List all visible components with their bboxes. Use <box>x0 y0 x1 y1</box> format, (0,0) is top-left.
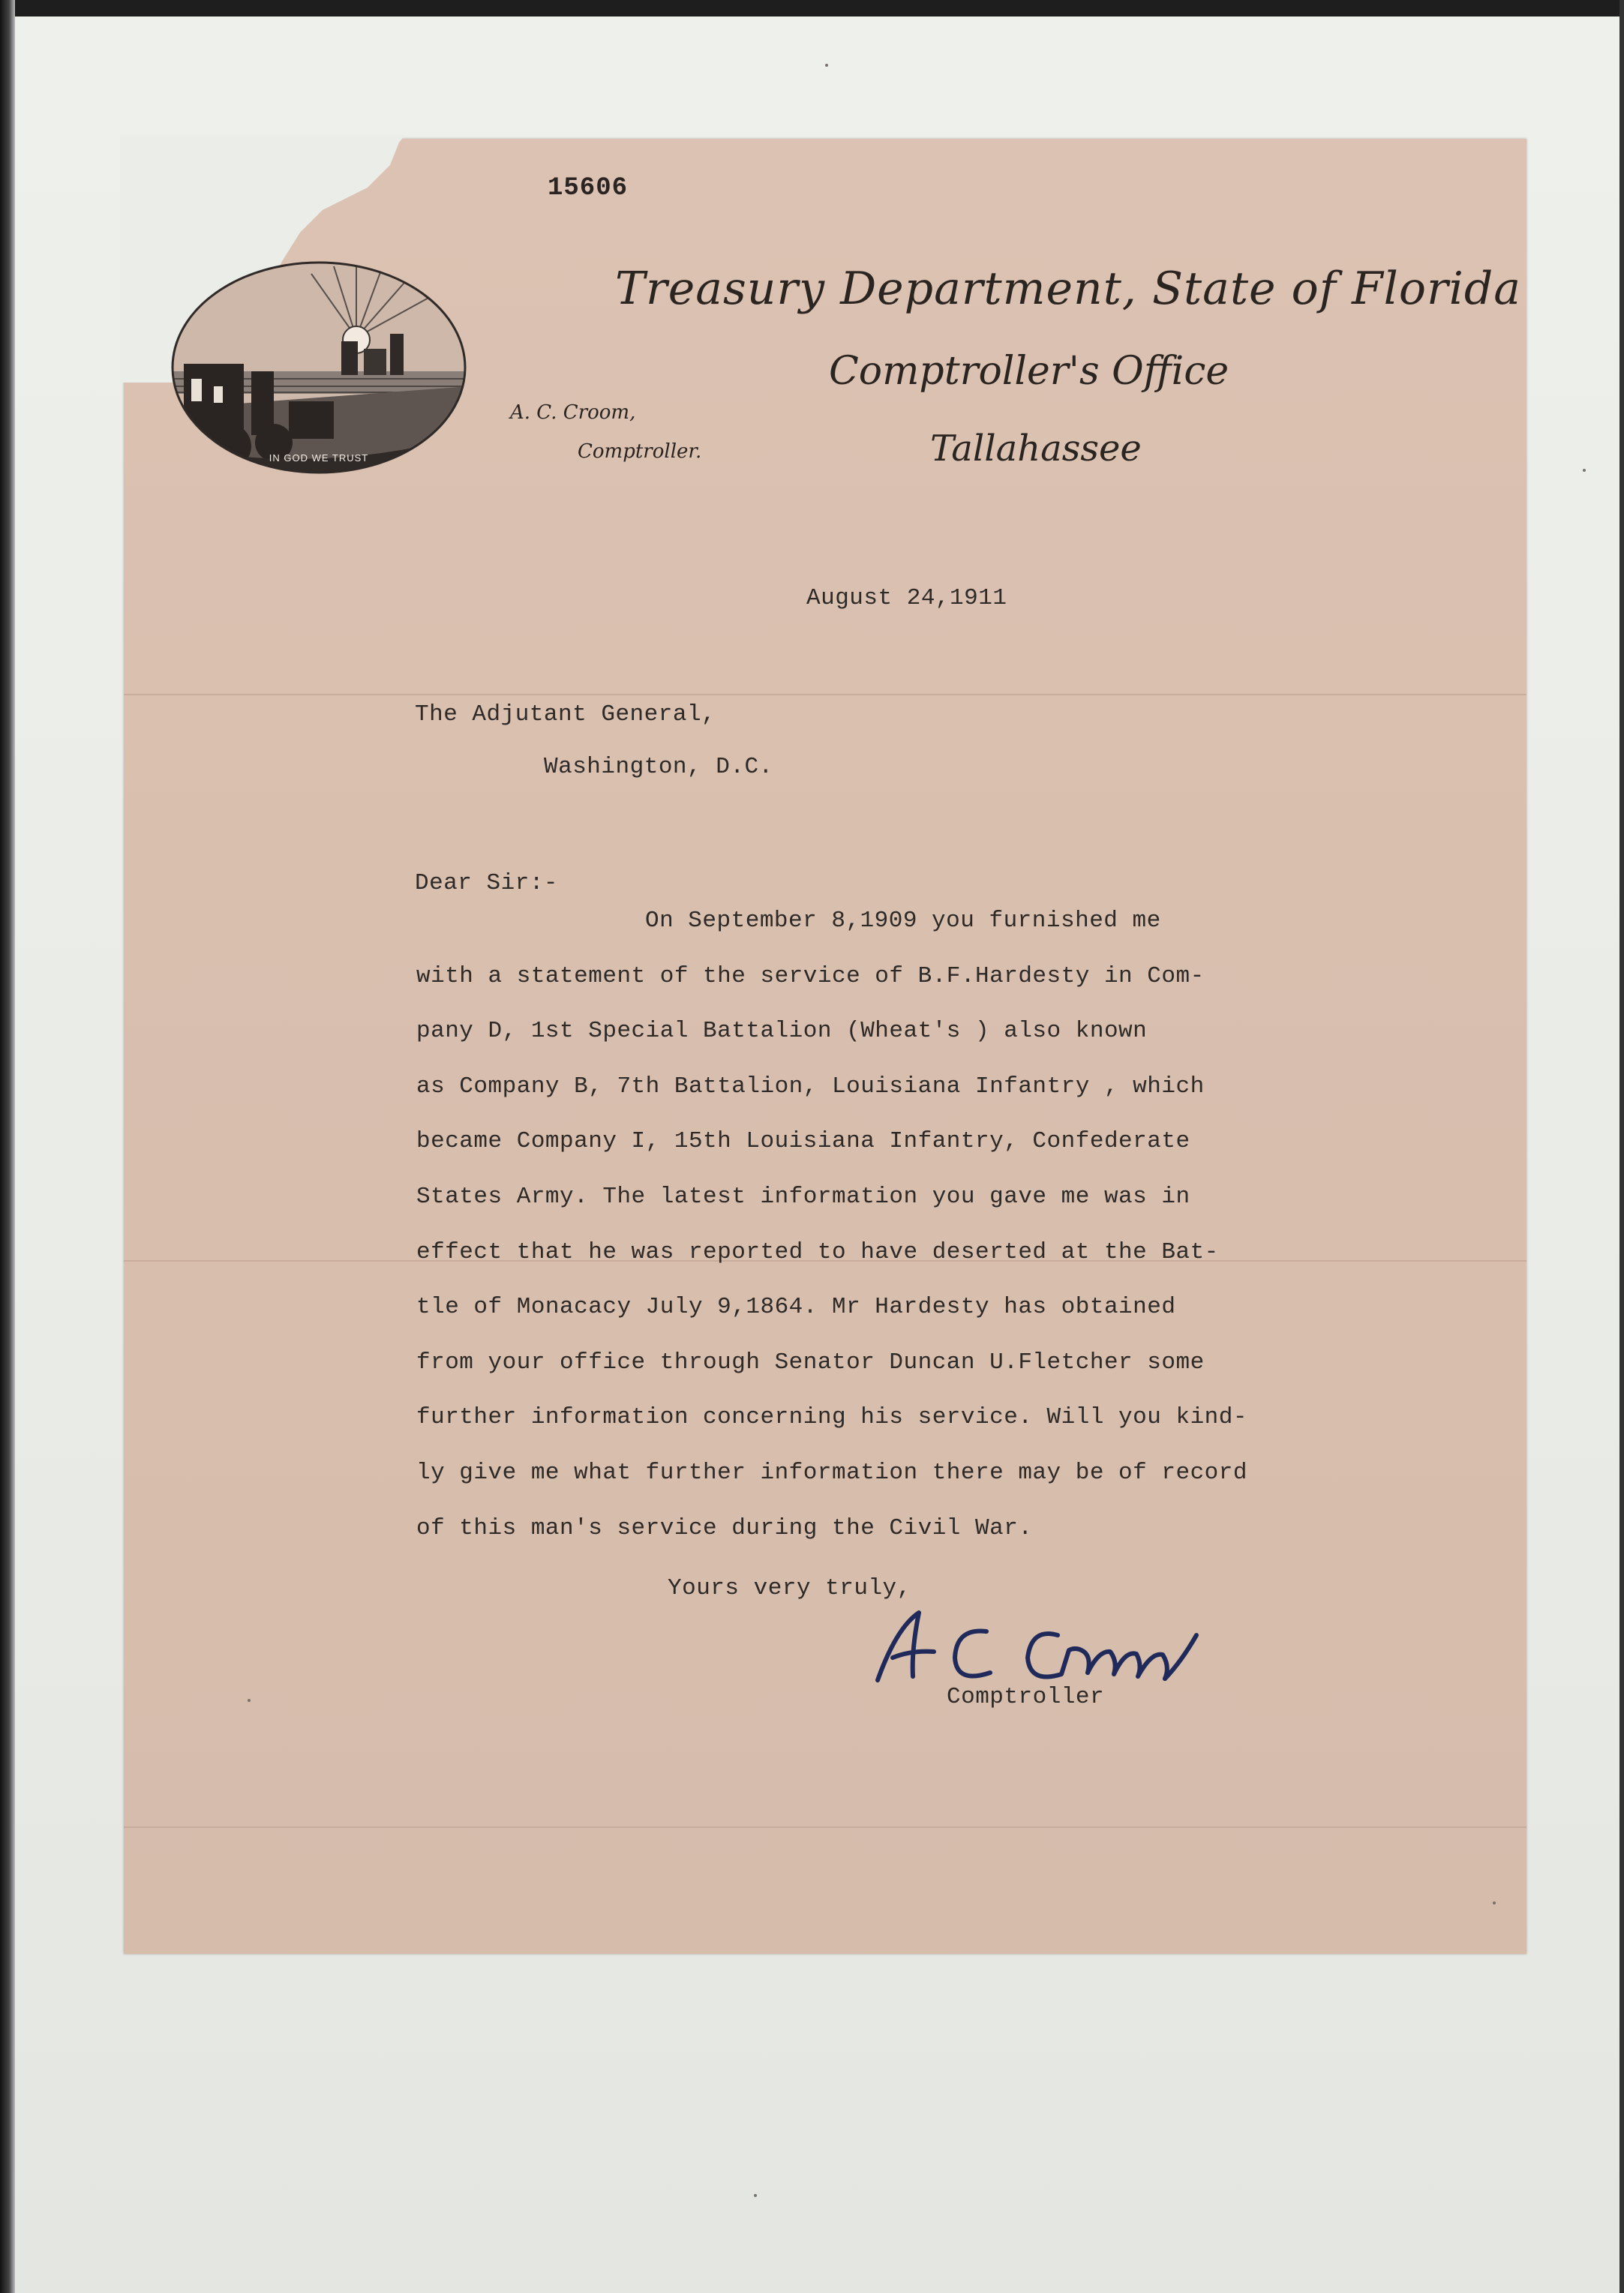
signer-title: Comptroller <box>947 1684 1105 1710</box>
body-line: pany D, 1st Special Battalion (Wheat's ) also known <box>416 1018 1148 1045</box>
letterhead-office: Comptroller's Office <box>829 349 1229 394</box>
dust-speck <box>1583 469 1586 472</box>
letterhead-title: Treasury Department, State of Florida <box>615 263 1522 315</box>
dust-speck <box>825 64 828 67</box>
letterhead-city: Tallahassee <box>930 428 1142 470</box>
body-line: On September 8,1909 you furnished me <box>645 908 1161 934</box>
state-seal-icon <box>169 259 469 476</box>
salutation: Dear Sir:- <box>415 870 559 896</box>
official-name: A. C. Croom, <box>510 401 636 424</box>
body-line: with a statement of the service of B.F.Hardesty in Com- <box>416 962 1205 989</box>
letter-date: August 24,1911 <box>806 585 1007 611</box>
closing: Yours very truly, <box>668 1575 911 1601</box>
official-title: Comptroller. <box>578 440 702 463</box>
dust-speck <box>754 2194 757 2197</box>
body-line: effect that he was reported to have deserted at the Bat- <box>416 1238 1219 1265</box>
body-line: as Company B, 7th Battalion, Louisiana Infantry , which <box>416 1073 1205 1100</box>
scanner-edge-right <box>1619 0 1624 2293</box>
fold-line <box>124 1826 1526 1828</box>
scanner-edge-left <box>0 0 15 2293</box>
body-line: further information concerning his service. Will you kind- <box>416 1404 1247 1431</box>
addressee-line-1: The Adjutant General, <box>415 701 716 728</box>
body-line: became Company I, 15th Louisiana Infantry, Confederate <box>416 1128 1190 1155</box>
file-number: 15606 <box>548 174 629 203</box>
body-line: of this man's service during the Civil War. <box>416 1514 1033 1541</box>
handwritten-signature <box>866 1605 1211 1695</box>
body-line: from your office through Senator Duncan U.Fletcher some <box>416 1349 1205 1376</box>
body-line: ly give me what further information there may be of record <box>416 1459 1247 1486</box>
letter-body <box>416 908 1247 1570</box>
body-line: tle of Monacacy July 9,1864. Mr Hardesty has obtained <box>416 1294 1176 1321</box>
addressee-line-2: Washington, D.C. <box>544 754 773 780</box>
scanner-edge-top <box>0 0 1624 17</box>
dust-speck <box>248 1699 251 1702</box>
body-line: States Army. The latest information you gave me was in <box>416 1183 1190 1210</box>
dust-speck <box>1493 1901 1496 1904</box>
seal-motto: IN GOD WE TRUST <box>269 452 369 464</box>
fold-line <box>124 694 1526 695</box>
